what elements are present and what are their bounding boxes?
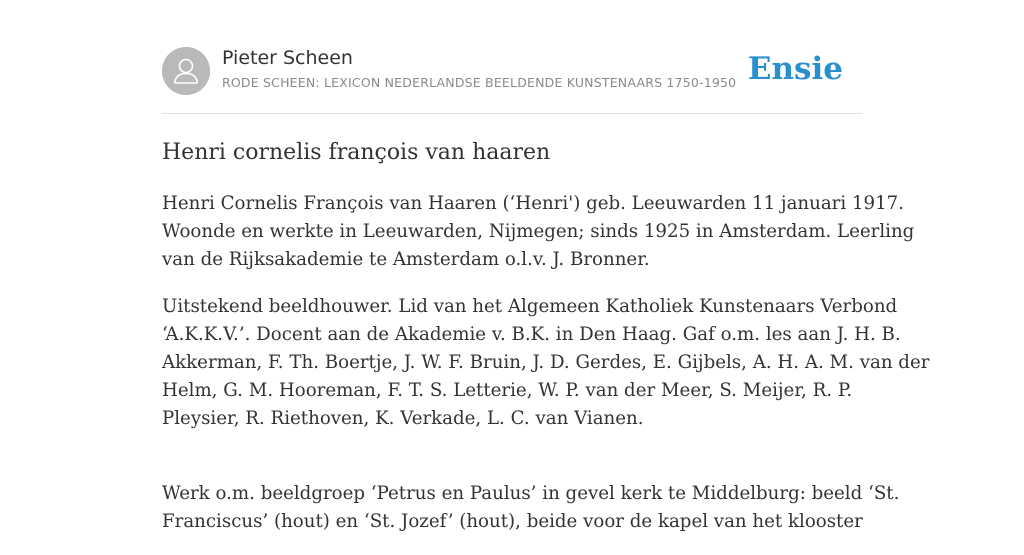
ensie-logo[interactable]: Ensie	[747, 51, 843, 87]
text-line: Franciscus’ (hout) en ‘St. Jozef’ (hout), beide voor de kapel van het klooster	[162, 511, 863, 532]
text-line: Uitstekend beeldhouwer. Lid van het Algemeen Katholiek Kunstenaars Verbond	[162, 296, 898, 317]
text-line: ‘A.K.K.V.’. Docent aan de Akademie v. B.K. in Den Haag. Gaf o.m. les aan J. H. B.	[162, 324, 901, 345]
text-line: Henri Cornelis François van Haaren (‘Henri') geb. Leeuwarden 11 januari 1917.	[162, 193, 905, 214]
text-line: Pleysier, R. Riethoven, K. Verkade, L. C. van Vianen.	[162, 408, 644, 429]
text-line: Akkerman, F. Th. Boertje, J. W. F. Bruin, J. D. Gerdes, E. Gijbels, A. H. A. M. van der	[162, 352, 930, 373]
article-title: Henri cornelis françois van haaren	[162, 140, 551, 165]
content-column	[162, 0, 930, 532]
text-line: Woonde en werkte in Leeuwarden, Nijmegen; sinds 1925 in Amsterdam. Leerling	[162, 221, 915, 242]
article-header	[162, 0, 862, 114]
paragraph-2	[162, 293, 930, 433]
source-title[interactable]: RODE SCHEEN: LEXICON NEDERLANDSE BEELDENDE KUNSTENAARS 1750-1950	[222, 75, 737, 90]
text-line: Helm, G. M. Hooreman, F. T. S. Letterie, W. P. van der Meer, S. Meijer, R. P.	[162, 380, 853, 401]
paragraph-1	[162, 190, 915, 274]
article-body	[162, 190, 930, 555]
author-name[interactable]: Pieter Scheen	[222, 47, 353, 69]
paragraph-spacer	[162, 452, 864, 480]
user-avatar-icon[interactable]	[162, 47, 210, 95]
text-line: Werk o.m. beeldgroep ‘Petrus en Paulus’ in gevel kerk te Middelburg: beeld ‘St.	[162, 483, 900, 504]
text-line: van de Rijksakademie te Amsterdam o.l.v. J. Bronner.	[162, 249, 650, 270]
paragraph-3	[162, 480, 900, 536]
